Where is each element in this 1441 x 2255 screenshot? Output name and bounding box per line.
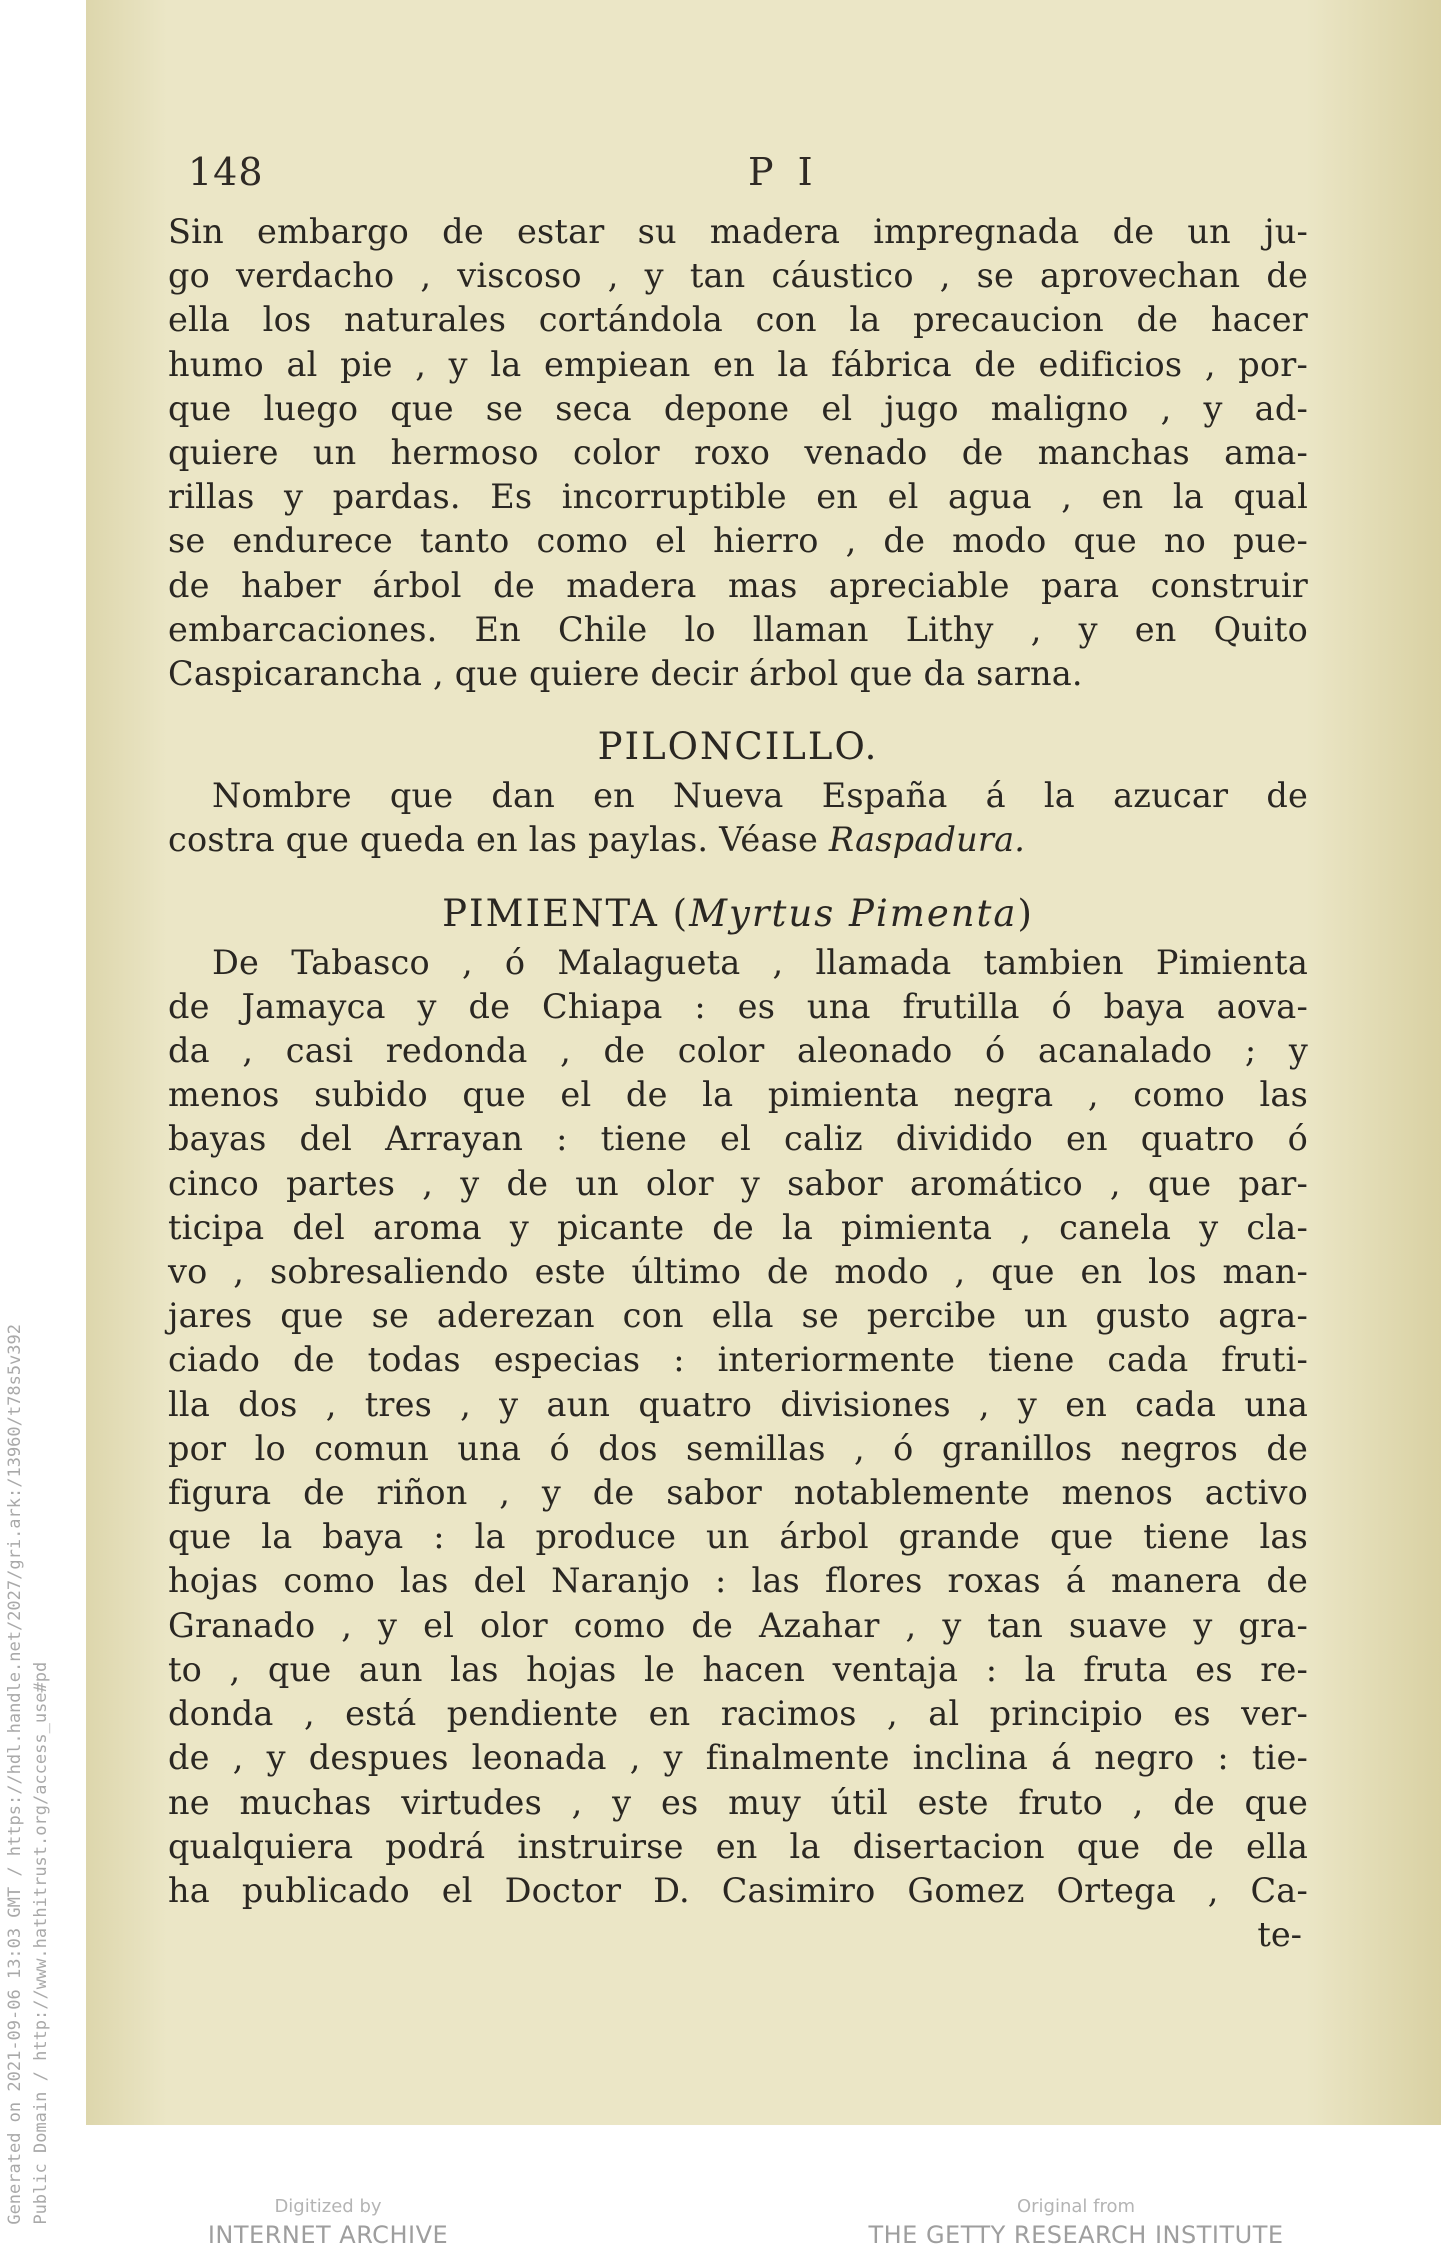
text-line: embarcaciones. En Chile lo llaman Lithy , y en Quito — [168, 609, 1308, 649]
text-line: de , y despues leonada , y finalmente inclina á negro : tie- — [168, 1738, 1308, 1778]
footer — [86, 2195, 1441, 2255]
footer-institution-name: THE GETTY RESEARCH INSTITUTE — [868, 2221, 1284, 2249]
entry-heading: PIMIENTA (Myrtus Pimenta) — [442, 891, 1034, 935]
text-line: to , que aun las hojas le hacen ventaja : la fruta es re- — [168, 1649, 1308, 1689]
text-line: jares que se aderezan con ella se percibe un gusto agra- — [168, 1296, 1308, 1336]
text-line: Granado , y el olor como de Azahar , y tan suave y gra- — [168, 1605, 1308, 1645]
watermark-generated: Generated on 2021-09-06 13:03 GMT / https://hdl.handle.net/2027/gri.ark:/13960/t78s5v392 — [5, 1324, 25, 2225]
text-line: Sin embargo de estar su madera impregnada de un ju- — [168, 212, 1308, 251]
text-line: menos subido que el de la pimienta negra , como las — [168, 1075, 1308, 1115]
text-line-body: costra que queda en las paylas. Véase — [168, 820, 829, 860]
text-line: vo , sobresaliendo este último de modo , que en los man- — [168, 1252, 1308, 1292]
text-line: cinco partes , y de un olor y sabor aromático , que par- — [168, 1163, 1308, 1203]
text-line: Nombre que dan en Nueva España á la azucar de — [212, 776, 1308, 816]
text-line: ciado de todas especias : interiormente tiene cada fruti- — [168, 1340, 1308, 1380]
entry-pimienta — [168, 887, 1308, 1958]
entry-piloncillo — [168, 720, 1308, 862]
text-line: figura de riñon , y de sabor notablemente menos activo — [168, 1473, 1308, 1513]
entry-continuation — [168, 210, 1308, 696]
catchword: te- — [1257, 1915, 1302, 1955]
running-head: P I — [748, 150, 819, 194]
page-number: 148 — [188, 150, 264, 194]
text-line: go verdacho , viscoso , y tan cáustico , se aprovechan de — [168, 256, 1308, 296]
text-line: da , casi redonda , de color aleonado ó acanalado ; y — [168, 1031, 1308, 1071]
page-header — [168, 150, 1308, 210]
text-line: de Jamayca y de Chiapa : es una frutilla ó baya aova- — [168, 986, 1308, 1026]
text-line: ella los naturales cortándola con la precaucion de hacer — [168, 300, 1308, 340]
text-line: rillas y pardas. Es incorruptible en el agua , en la qual — [168, 477, 1308, 517]
text-line: donda , está pendiente en racimos , al principio es ver- — [168, 1694, 1308, 1734]
entry-heading-main: PIMIENTA — [442, 891, 659, 935]
text-line: ne muchas virtudes , y es muy útil este fruto , de que — [168, 1782, 1308, 1822]
text-line: Caspicarancha , que quiere decir árbol que da sarna. — [168, 654, 1083, 694]
latin-name: Myrtus Pimenta — [689, 891, 1018, 935]
text-line: lla dos , tres , y aun quatro divisiones , y en cada una — [168, 1384, 1308, 1424]
footer-original — [856, 2195, 1296, 2251]
text-line: ticipa del aroma y picante de la pimienta , canela y cla- — [168, 1207, 1308, 1247]
text-line: hojas como las del Naranjo : las flores roxas á manera de — [168, 1561, 1308, 1601]
text-line: se endurece tanto como el hierro , de modo que no pue- — [168, 521, 1308, 561]
cross-reference: Raspadura. — [828, 820, 1026, 860]
text-line: por lo comun una ó dos semillas , ó granillos negros de — [168, 1428, 1308, 1468]
page-text — [168, 150, 1308, 1957]
text-line: ha publicado el Doctor D. Casimiro Gomez Ortega , Ca- — [168, 1870, 1308, 1910]
text-line — [168, 818, 1308, 862]
watermark-strip — [0, 0, 86, 2255]
text-line: De Tabasco , ó Malagueta , llamada tambien Pimienta — [212, 942, 1308, 982]
text-line: quiere un hermoso color roxo venado de manchas ama- — [168, 433, 1308, 473]
text-line: que luego que se seca depone el jugo maligno , y ad- — [168, 388, 1308, 428]
footer-digitized — [178, 2195, 478, 2251]
footer-digitizer-name: INTERNET ARCHIVE — [207, 2221, 449, 2249]
text-line: humo al pie , y la empiean en la fábrica de edificios , por- — [168, 344, 1308, 384]
footer-original-label: Original from — [1016, 2196, 1136, 2217]
text-line: qualquiera podrá instruirse en la disertacion que de ella — [168, 1826, 1308, 1866]
footer-digitized-label: Digitized by — [274, 2196, 382, 2217]
text-line: de haber árbol de madera mas apreciable para construir — [168, 565, 1308, 605]
watermark-license: Public Domain / http://www.hathitrust.org/access_use#pd — [31, 1662, 51, 2225]
text-line: que la baya : la produce un árbol grande que tiene las — [168, 1517, 1308, 1557]
entry-heading: PILONCILLO. — [597, 725, 879, 769]
text-line: bayas del Arrayan : tiene el caliz dividido en quatro ó — [168, 1119, 1308, 1159]
